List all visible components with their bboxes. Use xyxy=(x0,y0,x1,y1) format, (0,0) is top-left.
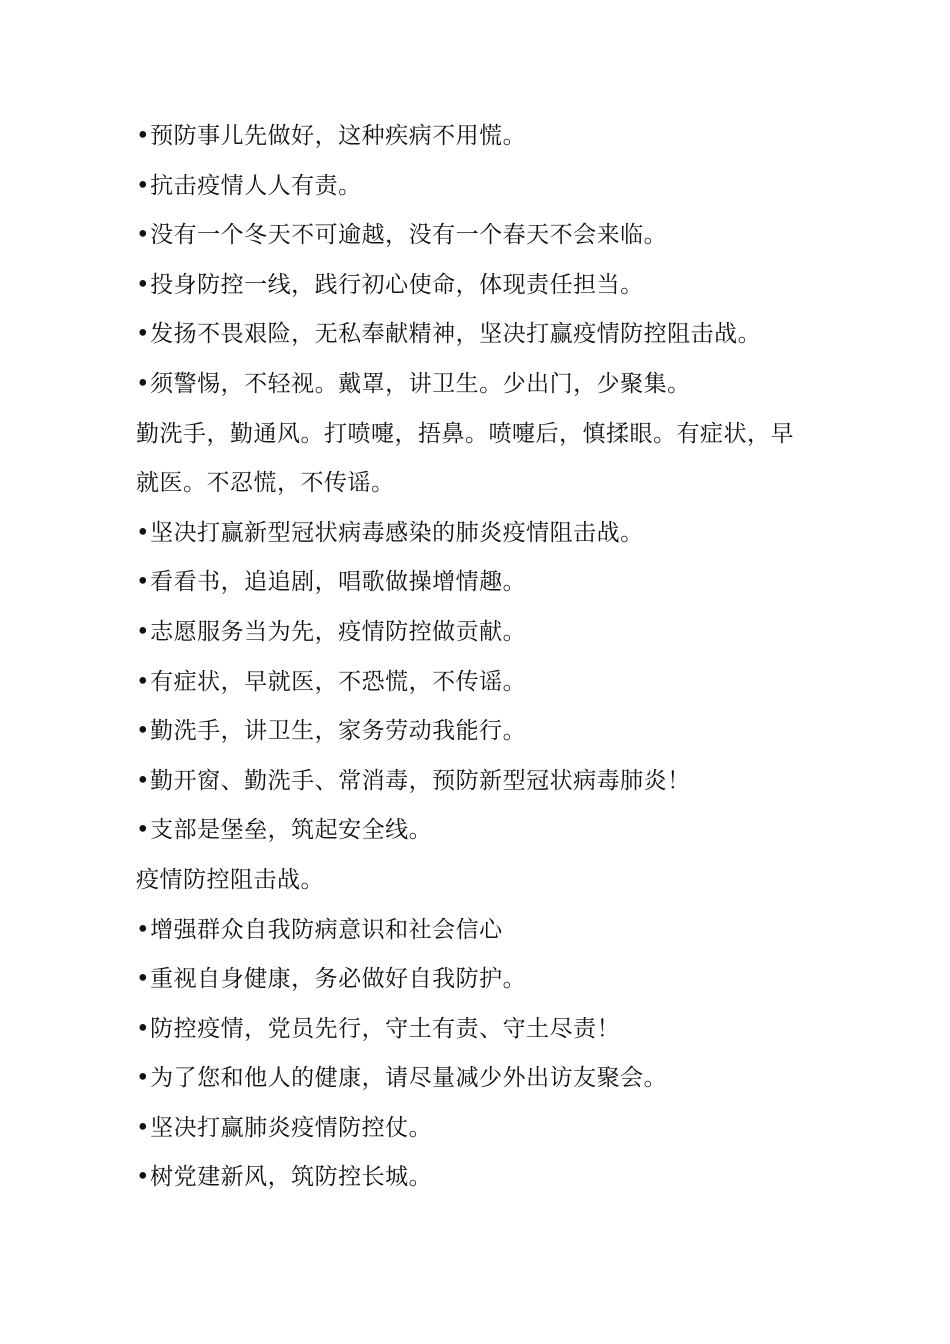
text-line: 疫情防控阻击战。 xyxy=(136,866,324,893)
text-line: •志愿服务当为先，疫情防控做贡献。 xyxy=(136,618,527,645)
text-line: •发扬不畏艰险，无私奉献精神，坚决打赢疫情防控阻击战。 xyxy=(136,321,762,348)
text-line: •预防事儿先做好，这种疾病不用慌。 xyxy=(136,123,527,149)
text-line: •为了您和他人的健康，请尽量减少外出访友聚会。 xyxy=(136,1065,668,1092)
text-line: 就医。不忍慌，不传谣。 xyxy=(136,470,395,497)
text-line: •投身防控一线，践行初心使命，体现责任担当。 xyxy=(136,271,644,298)
text-line: •勤洗手，讲卫生，家务劳动我能行。 xyxy=(136,718,527,745)
text-line: •树党建新风，筑防控长城。 xyxy=(136,1164,433,1191)
text-line: •抗击疫情人人有责。 xyxy=(136,172,362,199)
text-line: •坚决打赢新型冠状病毒感染的肺炎疫情阻击战。 xyxy=(136,519,644,546)
text-line: •有症状，早就医，不恐慌，不传谣。 xyxy=(136,668,527,695)
text-line: •重视自身健康，务必做好自我防护。 xyxy=(136,966,527,993)
text-line: •看看书，追追剧，唱歌做操增情趣。 xyxy=(136,569,527,596)
text-line: 勤洗手，勤通风。打喷嚏，捂鼻。喷嚏后，慎揉眼。有症状，早 xyxy=(136,420,794,447)
text-line: •须警惕，不轻视。戴罩，讲卫生。少出门，少聚集。 xyxy=(136,370,691,397)
document-body xyxy=(136,112,826,1203)
text-line: •没有一个冬天不可逾越，没有一个春天不会来临。 xyxy=(136,222,668,249)
text-line: •增强群众自我防病意识和社会信心 xyxy=(136,916,503,943)
text-line: •坚决打赢肺炎疫情防控仗。 xyxy=(136,1114,433,1141)
text-line: •支部是堡垒，筑起安全线。 xyxy=(136,817,433,844)
text-line: •勤开窗、勤洗手、常消毒，预防新型冠状病毒肺炎！ xyxy=(136,767,691,794)
text-line: •防控疫情，党员先行，守土有责、守土尽责！ xyxy=(136,1015,621,1042)
